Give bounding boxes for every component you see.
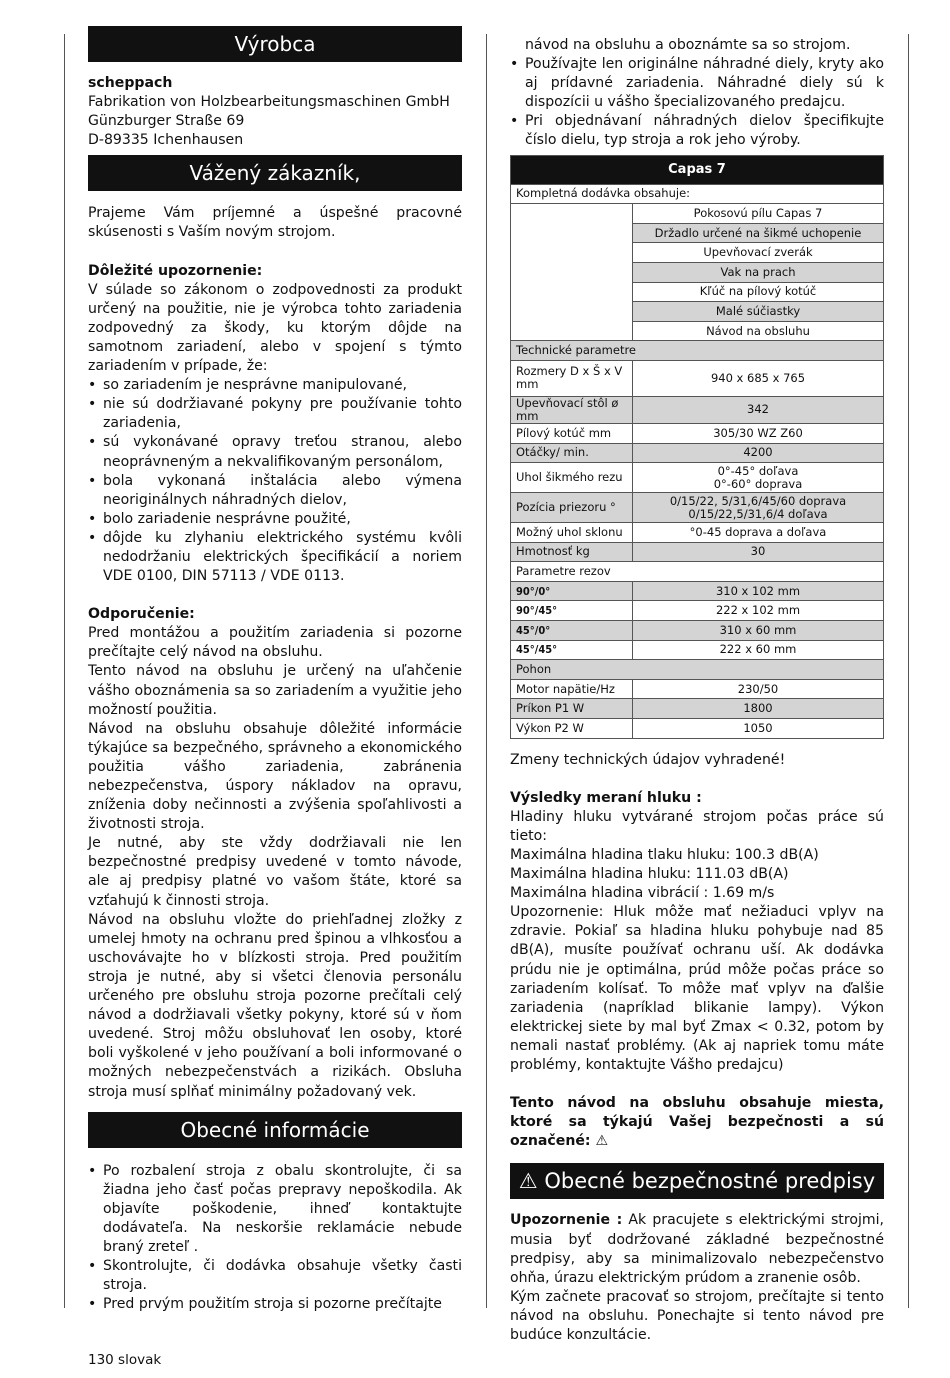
safety-marked-note (510, 1094, 884, 1151)
manufacturer-heading: Výrobca (88, 26, 462, 62)
list-item: • bolo zariadenie nesprávne použité, (88, 510, 462, 529)
list-item: • so zariadením je nesprávne manipulované, (88, 376, 462, 395)
list-item: • nie sú dodržiavané pokyny pre používanie tohto zariadenia, (88, 395, 462, 433)
spec-value (633, 493, 884, 523)
list-item: • bola vykonaná inštalácia alebo výmena neoriginálnych náhradných dielov, (88, 472, 462, 510)
delivery-item: Pokosovú pílu Capas 7 (633, 204, 884, 224)
spec-label: Príkon P1 W (511, 699, 633, 719)
noise-line: Hladiny hluku vytvárané strojom počas práce sú tieto: (510, 808, 884, 844)
right-column (510, 36, 884, 1345)
spec-label: Pílový kotúč mm (511, 423, 633, 443)
drive-label: Pohon (511, 660, 884, 680)
cut-label: Parametre rezov (511, 562, 884, 582)
manufacturer-line: D-89335 Ichenhausen (88, 132, 244, 149)
dear-customer-heading: Vážený zákazník, (88, 155, 462, 191)
delivery-item: Kľúč na pílový kotúč (633, 282, 884, 302)
cut-label-cell: 45°/45° (511, 640, 633, 660)
safety-heading-text: Obecné bezpečnostné predpisy (544, 1169, 876, 1194)
manufacturer-name: scheppach (88, 75, 173, 91)
spec-value: °0-45 doprava a doľava (633, 523, 884, 543)
liability-list (88, 376, 462, 586)
warning-icon: ⚠ (518, 1169, 538, 1194)
spec-value: 342 (633, 396, 884, 423)
spec-value: 940 x 685 x 765 (633, 360, 884, 396)
spec-value: 1800 (633, 699, 884, 719)
spec-label: Uhol šikmého rezu (511, 463, 633, 493)
spec-label: Rozmery D x Š x V mm (511, 360, 633, 396)
greeting-text: Prajeme Vám príjemné a úspešné pracovné skúsenosti s Vaším novým strojom. (88, 205, 462, 241)
spec-label: Upevňovací stôl ø mm (511, 396, 633, 423)
continuation-text: návod na obsluhu a oboznámte sa so strojom. (525, 37, 851, 53)
paragraph: Je nutné, aby ste vždy dodržiavali nie len bezpečnostné predpisy uvedené v tomto návode, ale aj predpisy platné vo vašom štáte, ktoré sa vzťahujú k činnosti stroja. (88, 835, 462, 909)
center-divider-line (486, 34, 487, 1308)
spec-label: Pozícia priezoru ° (511, 493, 633, 523)
cut-label-cell: 90°/0° (511, 581, 633, 601)
spec-label: Motor napätie/Hz (511, 679, 633, 699)
cut-label-cell: 45°/0° (511, 621, 633, 641)
spec-value: 305/30 WZ Z60 (633, 423, 884, 443)
general-info-heading: Obecné informácie (88, 1112, 462, 1148)
delivery-item: Držadlo určené na šikmé uchopenie (633, 223, 884, 243)
paragraph: Tento návod na obsluhu je určený na uľahčenie vášho oboznámenia sa so zariadením a využitie jeho možností použitia. (88, 663, 462, 718)
spec-value: 4200 (633, 443, 884, 463)
spec-value: 230/50 (633, 679, 884, 699)
spec-value (633, 463, 884, 493)
paragraph: Návod na obsluhu vložte do priehľadnej zložky z umelej hmoty na ochranu pred špinou a vlhkosťou a uschovávajte ho v blízkosti stroja. Pred použitím stroja je nutné, aby si všetci členovia personálu určeného pre obsluhu stroja pozorne prečítali celý návod a dodržiavali všetky pokyny, ktoré sú v ňom uvedené. Stroj môžu obsluhovať len osoby, ktoré boli vyškolené v jeho používaní a boli informované o možných nebezpečenstvách a rizikách. Obsluha stroja musí splňať minimálny požadovaný vek. (88, 911, 462, 1100)
delivery-item: Upevňovací zverák (633, 243, 884, 263)
spec-label: Výkon P2 W (511, 719, 633, 739)
paragraph: Návod na obsluhu obsahuje dôležité informácie týkajúce sa bezpečného, správneho a ekonomického použitia vášho zariadenia, zabránenia nebezpečenstva, úspory nákladov na opravu, zníženia doby nečinnosti a zvýšenia spoľahlivosti a životnosti stroja. (88, 720, 462, 833)
noise-warning: Upozornenie: Hluk môže mať nežiaduci vplyv na zdravie. Pokiaľ sa hladina hluku pohybuje nad 85 dB(A), musíte používať ochranu uší. Ak dodávka prúdu nie je optimálna, prúd môže počas práce so zariadením kolísať. To môže mať vplyv na ďalšie zariadenia (napríklad blikanie lampy). Výkon elektrickej siete by mal byť Zmax < 0.32, potom by nemali nastať problémy. (Ak aj napriek tomu máte problémy, kontaktujte Vášho predajcu) (510, 904, 884, 1074)
cut-value: 310 x 60 mm (633, 621, 884, 641)
spec-value-line: 0°-60° doprava (713, 476, 803, 491)
list-item: • Pred prvým použitím stroja si pozorne prečítajte (88, 1295, 462, 1314)
spec-label: Otáčky/ min. (511, 443, 633, 463)
spec-value-line: 0/15/22,5/31,6/4 doľava (688, 506, 828, 521)
paragraph: Pred montážou a použitím zariadenia si pozorne prečítajte celý návod na obsluhu. (88, 625, 462, 661)
tech-label: Technické parametre (511, 341, 884, 361)
parts-list (510, 55, 884, 150)
delivery-item: Malé súčiastky (633, 302, 884, 322)
noise-line: Maximálna hladina tlaku hluku: 100.3 dB(A) (510, 847, 819, 863)
safety-text (510, 1211, 884, 1287)
spec-label: Možný uhol sklonu (511, 523, 633, 543)
general-info-list (88, 1162, 462, 1315)
delivery-label: Kompletná dodávka obsahuje: (511, 184, 884, 204)
page-footer: 130 slovak (88, 1352, 162, 1368)
left-column (88, 26, 462, 1314)
spec-table (510, 155, 884, 739)
list-item: • Po rozbalení stroja z obalu skontrolujte, či sa žiadna jeho časť počas prepravy nepoškodila. Ak objavíte poškodenie, ihneď kontaktujte dodávateľa. Na neskoršie reklamácie nebude braný zreteľ . (88, 1162, 462, 1257)
noise-title: Výsledky meraní hluku : (510, 789, 702, 806)
safety-label: Upozornenie : (510, 1212, 623, 1229)
important-title: Dôležité upozornenie: (88, 262, 263, 279)
safety-marked-text: Tento návod na obsluhu obsahuje miesta, ktoré sa týkajú Vašej bezpečnosti a sú označené: (510, 1095, 884, 1150)
left-margin-line (64, 34, 65, 1308)
list-item: • sú vykonávané opravy treťou stranou, alebo neoprávneným a nekvalifikovaným personálom, (88, 433, 462, 471)
spec-value: 30 (633, 542, 884, 562)
noise-line: Maximálna hladina vibrácií : 1.69 m/s (510, 885, 775, 902)
cut-value: 310 x 102 mm (633, 581, 884, 601)
spec-value: 1050 (633, 719, 884, 739)
cut-value: 222 x 60 mm (633, 640, 884, 660)
manufacturer-line: Fabrikation von Holzbearbeitungsmaschinen GmbH (88, 94, 450, 111)
safety-text-body: Ak pracujete s elektrickými strojmi, musia byť dodržované základné bezpečnostné predpisy, aby sa minimalizovalo nebezpečenstvo ohňa, úrazu elektrickým prúdom a zranenie osôb. (510, 1212, 884, 1286)
list-item: • dôjde ku zlyhaniu elektrického systému kvôli nedodržaniu elektrických špecifikácií a noriem VDE 0100, DIN 57113 / VDE 0113. (88, 529, 462, 586)
spec-label: Hmotnosť kg (511, 542, 633, 562)
cut-label-cell: 90°/45° (511, 601, 633, 621)
delivery-item: Návod na obsluhu (633, 321, 884, 341)
noise-line: Maximálna hladina hluku: 111.03 dB(A) (510, 866, 789, 883)
spec-value-line: 0/15/22, 5/31,6/45/60 doprava (669, 493, 847, 508)
spec-value-line: 0°-45° doľava (717, 463, 799, 478)
warning-icon: ⚠ (595, 1133, 609, 1150)
list-item: • Pri objednávaní náhradných dielov špecifikujte číslo dielu, typ stroja a rok jeho výroby. (510, 112, 884, 150)
manufacturer-line: Günzburger Straße 69 (88, 113, 245, 130)
safety-heading (510, 1163, 884, 1199)
right-margin-line (908, 34, 909, 1308)
list-item: • Používajte len originálne náhradné diely, kryty ako aj prídavné zariadenia. Náhradné diely sú k dispozícii u vášho špecializovaného predajcu. (510, 55, 884, 112)
cut-value: 222 x 102 mm (633, 601, 884, 621)
list-item: • Skontrolujte, či dodávka obsahuje všetky časti stroja. (88, 1257, 462, 1295)
spec-table-title: Capas 7 (511, 155, 884, 184)
changes-note: Zmeny technických údajov vyhradené! (510, 751, 786, 768)
delivery-item: Vak na prach (633, 262, 884, 282)
recommendation-title: Odporučenie: (88, 606, 195, 623)
empty-cell (511, 204, 633, 341)
important-text: V súlade so zákonom o zodpovednosti za produkt určený na použitie, nie je výrobca tohto zariadenia zodpovedný za škody, ku ktorým dôjde na samotnom zariadení, alebo v spojení s týmto zariadením v prípade, že: (88, 281, 462, 375)
safety-text-2: Kým začnete pracovať so strojom, prečítajte si tento návod na obsluhu. Ponechajte si tento návod pre budúce konzultácie. (510, 1288, 884, 1343)
